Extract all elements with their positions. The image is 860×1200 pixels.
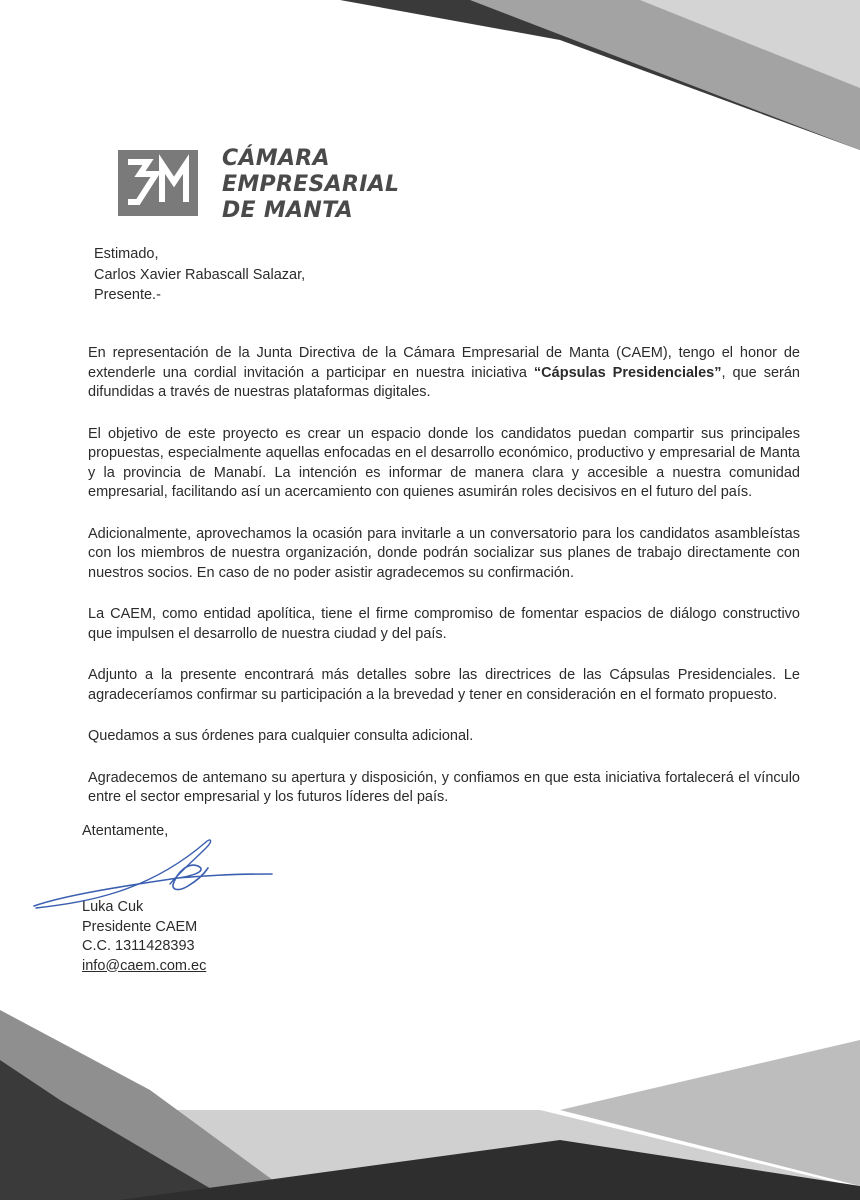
presente-line: Presente.- xyxy=(94,287,161,303)
paragraph-3: Adicionalmente, aprovechamos la ocasión para invitarle a un conversatorio para los candidatos asambleístas con los miembros de nuestra organización, donde podrán socializar sus planes de trabajo directamente con nuestros socios. En caso de no poder asistir agradecemos su confirmación. xyxy=(88,525,800,581)
salutation-block xyxy=(94,244,305,306)
letter-body xyxy=(88,344,800,830)
paragraph-5: Adjunto a la presente encontrará más detalles sobre las directrices de las Cápsulas Presidenciales. Le agradeceríamos confirmar su participación a la brevedad y tener en consideración en el formato propuesto. xyxy=(88,667,800,703)
signer-title: Presidente CAEM xyxy=(82,918,198,935)
letterhead-name-line-3: DE MANTA xyxy=(222,198,354,223)
initiative-name: “Cápsulas Presidenciales” xyxy=(533,364,722,381)
greeting: Estimado, xyxy=(94,246,159,262)
paragraph-7: Agradecemos de antemano su apertura y disposición, y confiamos en que esta iniciativa fortalecerá el vínculo entre el sector empresarial y los futuros líderes del país. xyxy=(88,769,800,805)
paragraph-4: La CAEM, como entidad apolítica, tiene el firme compromiso de fomentar espacios de diálogo constructivo que impulsen el desarrollo de nuestra ciudad y del país. xyxy=(88,606,800,642)
closing-text: Atentamente, xyxy=(82,823,169,839)
paragraph-1 xyxy=(88,344,800,403)
caem-logo-icon xyxy=(118,150,198,216)
signer-name: Luka Cuk xyxy=(82,899,144,915)
signer-id: C.C. 1311428393 xyxy=(82,938,195,954)
paragraph-1-text: En representación de la Junta Directiva de la Cámara Empresarial de Manta (CAEM), tengo el honor de extenderle una cordial invitación a participar en nuestra iniciativa xyxy=(88,345,800,381)
signer-block xyxy=(82,898,206,976)
paragraph-6: Quedamos a sus órdenes para cualquier consulta adicional. xyxy=(88,728,474,744)
letterhead-name-line-1: CÁMARA xyxy=(222,146,330,171)
letterhead-name-line-2: EMPRESARIAL xyxy=(222,172,400,197)
letterhead-name xyxy=(222,146,399,224)
paragraph-1-end: , que serán difundidas a través de nuestras plataformas digitales. xyxy=(88,364,800,400)
recipient-name: Carlos Xavier Rabascall Salazar, xyxy=(94,266,306,283)
paragraph-2: El objetivo de este proyecto es crear un espacio donde los candidatos puedan compartir sus principales propuestas, especialmente aquellas enfocadas en el desarrollo económico, productivo y empresarial de Manta y la provincia de Manabí. La intención es informar de manera clara y accesible a nuestra comunidad empresarial, facilitando así un acercamiento con quienes asumirán roles decisivos en el futuro del país. xyxy=(88,425,800,500)
signer-email-link[interactable]: info@caem.com.ec xyxy=(82,957,207,974)
